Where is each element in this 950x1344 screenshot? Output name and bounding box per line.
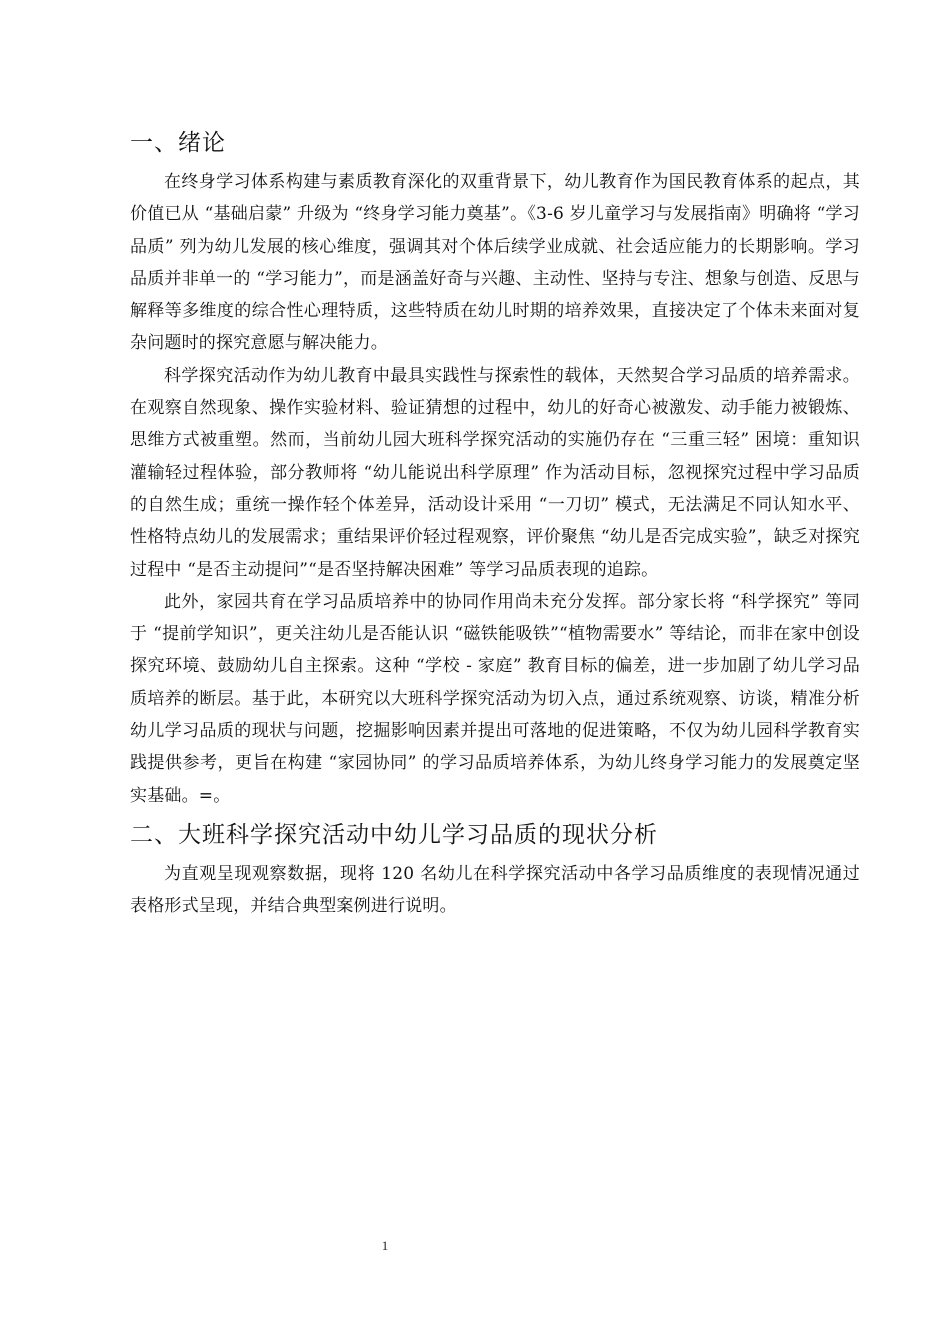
- body-paragraph: 在终身学习体系构建与素质教育深化的双重背景下，幼儿教育作为国民教育体系的起点，其价值已从 “基础启蒙” 升级为 “终身学习能力奠基”。《3-6 岁儿童学习与发展指南》明确将 “学习品质” 列为幼儿发展的核心维度，强调其对个体后续学业成就、社会适应能力的长期影响。学习品质并非单一的 “学习能力”，而是涵盖好奇与兴趣、主动性、坚持与专注、想象与创造、反思与解释等多维度的综合性心理特质，这些特质在幼儿时期的培养效果，直接决定了个体未来面对复杂问题时的探究意愿与解决能力。: [130, 172, 860, 354]
- section-heading-status-analysis: 二、大班科学探究活动中幼儿学习品质的现状分析: [130, 821, 658, 848]
- section-heading-introduction: 一、绪论: [130, 130, 226, 156]
- body-paragraph: 为直观呈现观察数据，现将 120 名幼儿在科学探究活动中各学习品质维度的表现情况通过表格形式呈现，并结合典型案例进行说明。: [130, 863, 860, 917]
- page-number: 1: [381, 1238, 389, 1253]
- body-paragraph: 科学探究活动作为幼儿教育中最具实践性与探索性的载体，天然契合学习品质的培养需求。在观察自然现象、操作实验材料、验证猜想的过程中，幼儿的好奇心被激发、动手能力被锻炼、思维方式被重塑。然而，当前幼儿园大班科学探究活动的实施仍存在 “三重三轻” 困境：重知识灌输轻过程体验，部分教师将 “幼儿能说出科学原理” 作为活动目标，忽视探究过程中学习品质的自然生成；重统一操作轻个体差异，活动设计采用 “一刀切” 模式，无法满足不同认知水平、性格特点幼儿的发展需求；重结果评价轻过程观察，评价聚焦 “幼儿是否完成实验”，缺乏对探究过程中 “是否主动提问”“是否坚持解决困难” 等学习品质表现的追踪。: [130, 365, 860, 580]
- body-paragraph: 此外，家园共育在学习品质培养中的协同作用尚未充分发挥。部分家长将 “科学探究” 等同于 “提前学知识”，更关注幼儿是否能认识 “磁铁能吸铁”“植物需要水” 等结论，而非在家中创设探究环境、鼓励幼儿自主探索。这种 “学校 - 家庭” 教育目标的偏差，进一步加剧了幼儿学习品质培养的断层。基于此，本研究以大班科学探究活动为切入点，通过系统观察、访谈，精准分析幼儿学习品质的现状与问题，挖掘影响因素并提出可落地的促进策略，不仅为幼儿园科学教育实践提供参考，更旨在构建 “家园协同” 的学习品质培养体系，为幼儿终身学习能力的发展奠定坚实基础。=。: [130, 591, 860, 806]
- page-body: [130, 126, 860, 923]
